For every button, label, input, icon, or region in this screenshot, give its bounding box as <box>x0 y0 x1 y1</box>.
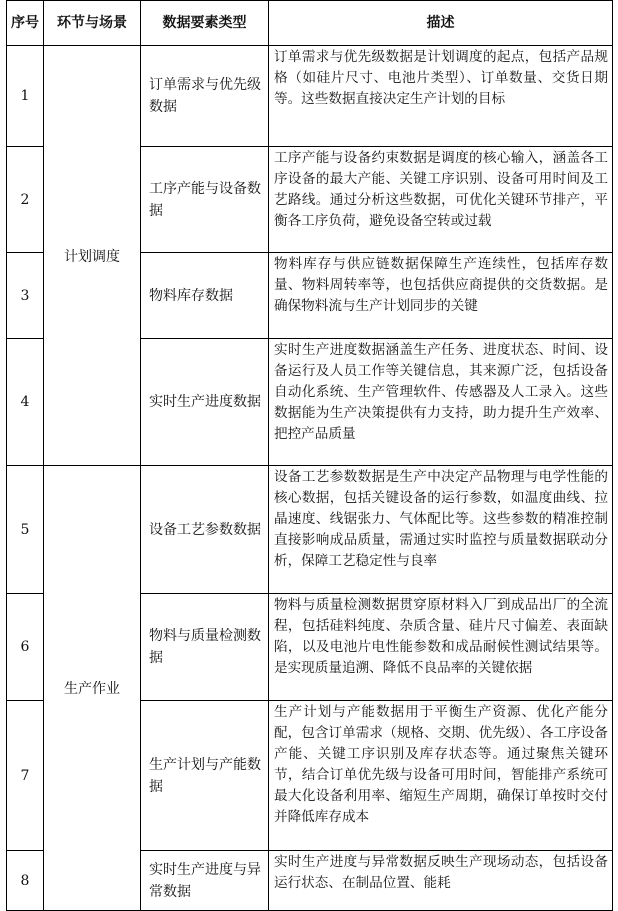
row-type: 物料库存数据 <box>141 253 269 339</box>
row-type: 生产计划与产能数据 <box>141 701 269 851</box>
row-type: 实时生产进度数据 <box>141 339 269 466</box>
row-desc: 工序产能与设备约束数据是调度的核心输入，涵盖各工序设备的最大产能、关键工序识别、设备可用时间及工艺路线。通过分析这些数据，可优化关键环节排产，平衡各工序负荷，避免设备空转或过载 <box>269 147 613 253</box>
header-desc: 描述 <box>269 1 613 46</box>
row-num: 6 <box>7 594 44 701</box>
row-desc: 生产计划与产能数据用于平衡生产资源、优化产能分配，包含订单需求（规格、交期、优先级）、各工序设备产能、关键工序识别及库存状态等。通过聚焦关键环节，结合订单优先级与设备可用时间，智能排产系统可最大化设备利用率、缩短生产周期，确保订单按时交付并降低库存成本 <box>269 701 613 851</box>
row-num: 1 <box>7 46 44 147</box>
row-num: 5 <box>7 466 44 594</box>
header-type: 数据要素类型 <box>141 1 269 46</box>
row-type: 物料与质量检测数据 <box>141 594 269 701</box>
row-desc: 订单需求与优先级数据是计划调度的起点，包括产品规格（如硅片尺寸、电池片类型）、订单数量、交货日期等。这些数据直接决定生产计划的目标 <box>269 46 613 147</box>
row-desc: 物料与质量检测数据贯穿原材料入厂到成品出厂的全流程，包括硅料纯度、杂质含量、硅片尺寸偏差、表面缺陷，以及电池片电性能参数和成品耐候性测试结果等。是实现质量追溯、降低不良品率的关键依据 <box>269 594 613 701</box>
row-type: 设备工艺参数数据 <box>141 466 269 594</box>
stage-planning: 计划调度 <box>44 46 141 466</box>
row-type: 订单需求与优先级数据 <box>141 46 269 147</box>
header-num: 序号 <box>7 1 44 46</box>
row-num: 7 <box>7 701 44 851</box>
stage-production: 生产作业 <box>44 466 141 911</box>
row-desc: 实时生产进度与异常数据反映生产现场动态，包括设备运行状态、在制品位置、能耗 <box>269 851 613 911</box>
row-desc: 物料库存与供应链数据保障生产连续性，包括库存数量、物料周转率等，也包括供应商提供的交货数据。是确保物料流与生产计划同步的关键 <box>269 253 613 339</box>
table-header-row <box>7 1 613 46</box>
row-num: 8 <box>7 851 44 911</box>
row-type: 工序产能与设备数据 <box>141 147 269 253</box>
row-desc: 实时生产进度数据涵盖生产任务、进度状态、时间、设备运行及人员工作等关键信息，其来源广泛，包括设备自动化系统、生产管理软件、传感器及人工录入。这些数据能为生产决策提供有力支持，助力提升生产效率、把控产品质量 <box>269 339 613 466</box>
header-stage: 环节与场景 <box>44 1 141 46</box>
data-element-table <box>6 0 613 911</box>
row-num: 3 <box>7 253 44 339</box>
table-row <box>7 46 613 147</box>
row-desc: 设备工艺参数数据是生产中决定产品物理与电学性能的核心数据，包括关键设备的运行参数，如温度曲线、拉晶速度、线锯张力、气体配比等。这些参数的精准控制直接影响成品质量，需通过实时监控与质量数据联动分析，保障工艺稳定性与良率 <box>269 466 613 594</box>
table-row <box>7 466 613 594</box>
row-num: 4 <box>7 339 44 466</box>
row-num: 2 <box>7 147 44 253</box>
row-type: 实时生产进度与异常数据 <box>141 851 269 911</box>
